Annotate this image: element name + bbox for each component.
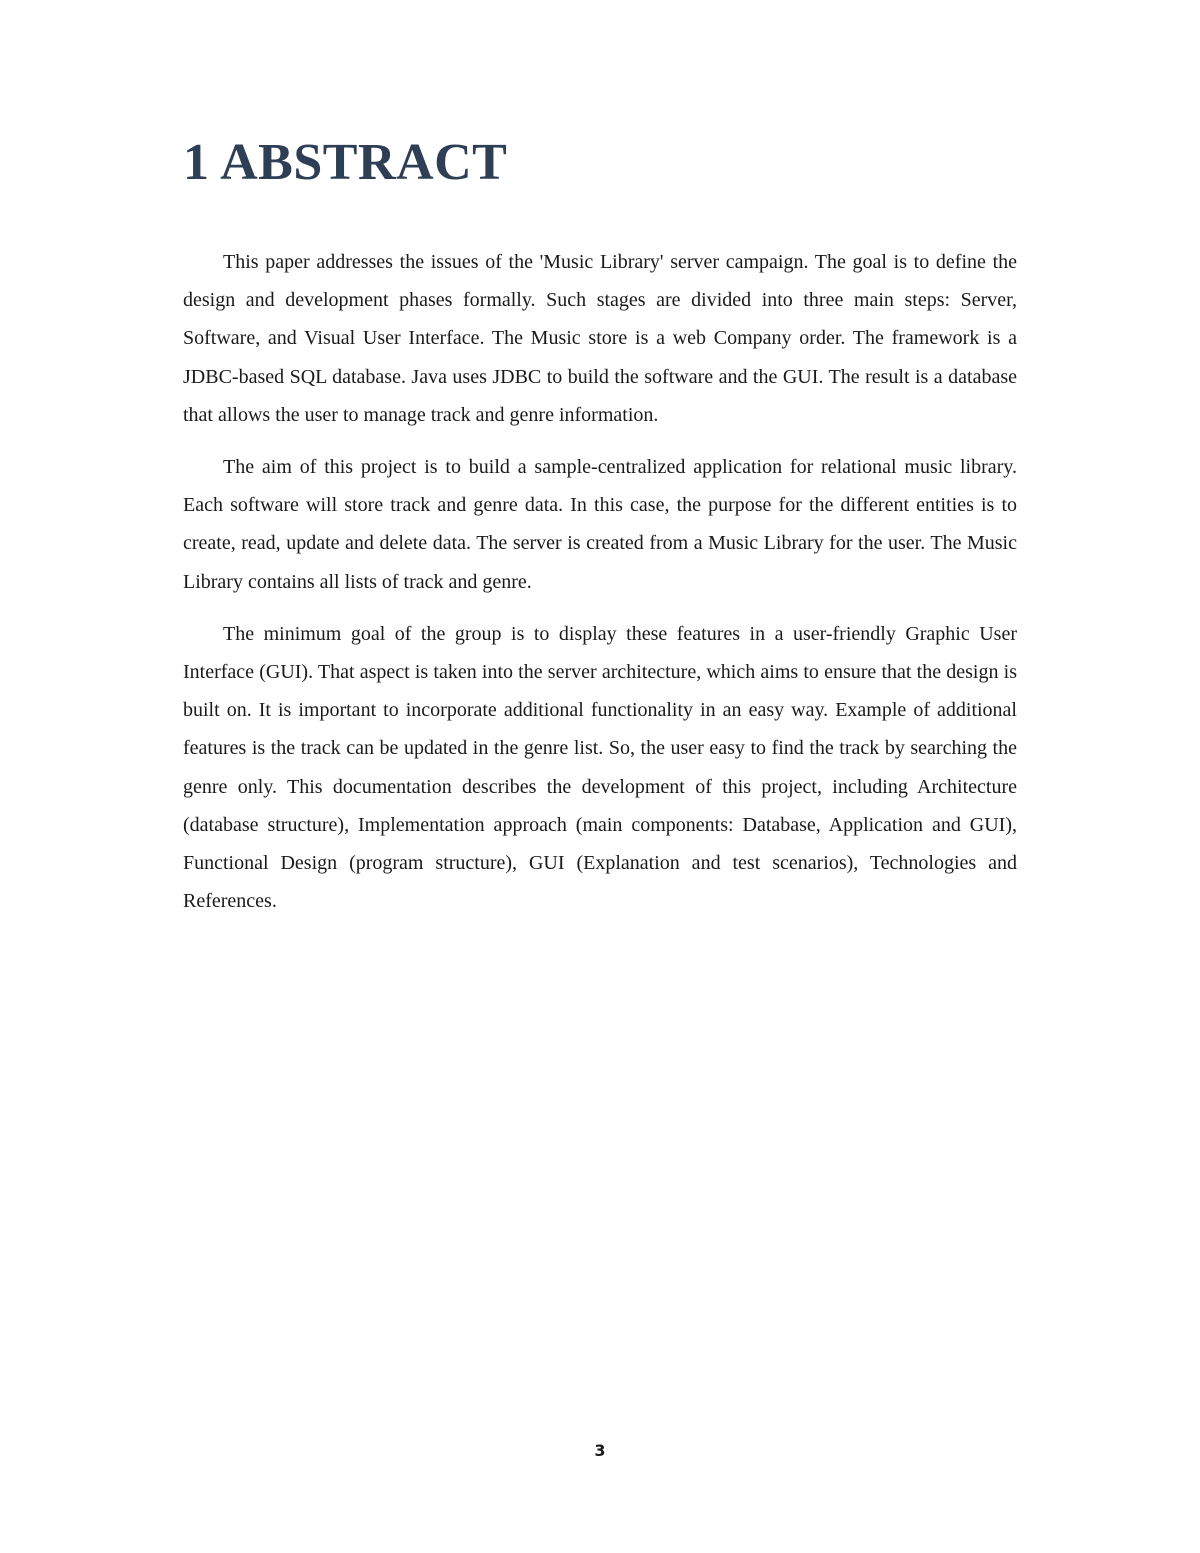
- section-heading: 1 ABSTRACT: [183, 134, 508, 191]
- paragraph-2: The aim of this project is to build a sample-centralized application for relational music library. Each software will store track and genre data. In this case, the purpose for the different entities is to create, read, update and delete data. The server is created from a Music Library for the user. The Music Library contains all lists of track and genre.: [183, 456, 1017, 593]
- page-number: 3: [594, 1441, 606, 1460]
- paragraph-3: The minimum goal of the group is to display these features in a user-friendly Graphic User Interface (GUI). That aspect is taken into the server architecture, which aims to ensure that the design is built on. It is important to incorporate additional functionality in an easy way. Example of additional features is the track can be updated in the genre list. So, the user easy to find the track by searching the genre only. This documentation describes the development of this project, including Architecture (database structure), Implementation approach (main components: Database, Application and GUI), Functional Design (program structure), GUI (Explanation and test scenarios), Technologies and References.: [183, 622, 1017, 913]
- abstract-body: [183, 243, 1017, 934]
- paragraph-1: This paper addresses the issues of the 'Music Library' server campaign. The goal is to define the design and development phases formally. Such stages are divided into three main steps: Server, Software, and Visual User Interface. The Music store is a web Company order. The framework is a JDBC-based SQL database. Java uses JDBC to build the software and the GUI. The result is a database that allows the user to manage track and genre information.: [183, 251, 1017, 426]
